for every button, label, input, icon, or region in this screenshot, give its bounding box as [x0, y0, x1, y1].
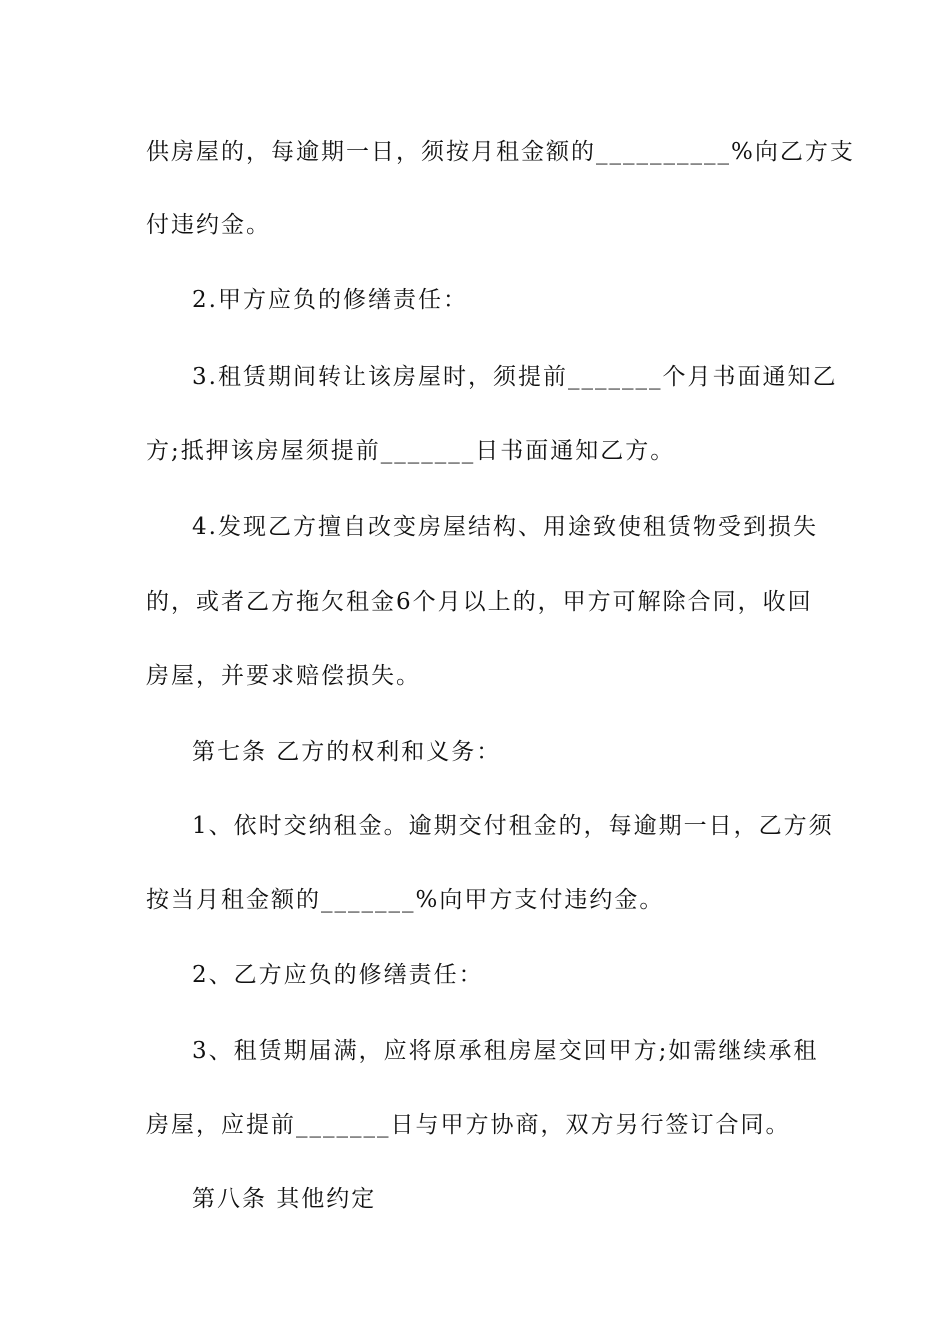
paragraph-line: 3.租赁期间转让该房屋时，须提前_______个月书面通知乙 [192, 364, 838, 390]
paragraph-line: 房屋，并要求赔偿损失。 [146, 663, 421, 689]
paragraph-line: 的，或者乙方拖欠租金6个月以上的，甲方可解除合同，收回 [146, 589, 813, 615]
paragraph-line: 2.甲方应负的修缮责任： [192, 287, 468, 313]
paragraph-line: 2、乙方应负的修缮责任： [192, 962, 484, 988]
paragraph-line: 4.发现乙方擅自改变房屋结构、用途致使租赁物受到损失 [192, 514, 818, 540]
paragraph-line: 供房屋的，每逾期一日，须按月租金额的__________%向乙方支 [146, 139, 855, 165]
paragraph-line: 方;抵押该房屋须提前_______日书面通知乙方。 [146, 438, 676, 464]
paragraph-line: 3、租赁期届满，应将原承租房屋交回甲方;如需继续承租 [192, 1038, 819, 1064]
section-heading: 第七条 乙方的权利和义务： [192, 739, 502, 765]
paragraph-line: 1、依时交纳租金。逾期交付租金的，每逾期一日，乙方须 [192, 813, 834, 839]
paragraph-line: 付违约金。 [146, 212, 271, 238]
paragraph-line: 房屋，应提前_______日与甲方协商，双方另行签订合同。 [146, 1112, 791, 1138]
paragraph-line: 按当月租金额的_______%向甲方支付违约金。 [146, 887, 665, 913]
section-heading: 第八条 其他约定 [192, 1186, 377, 1212]
